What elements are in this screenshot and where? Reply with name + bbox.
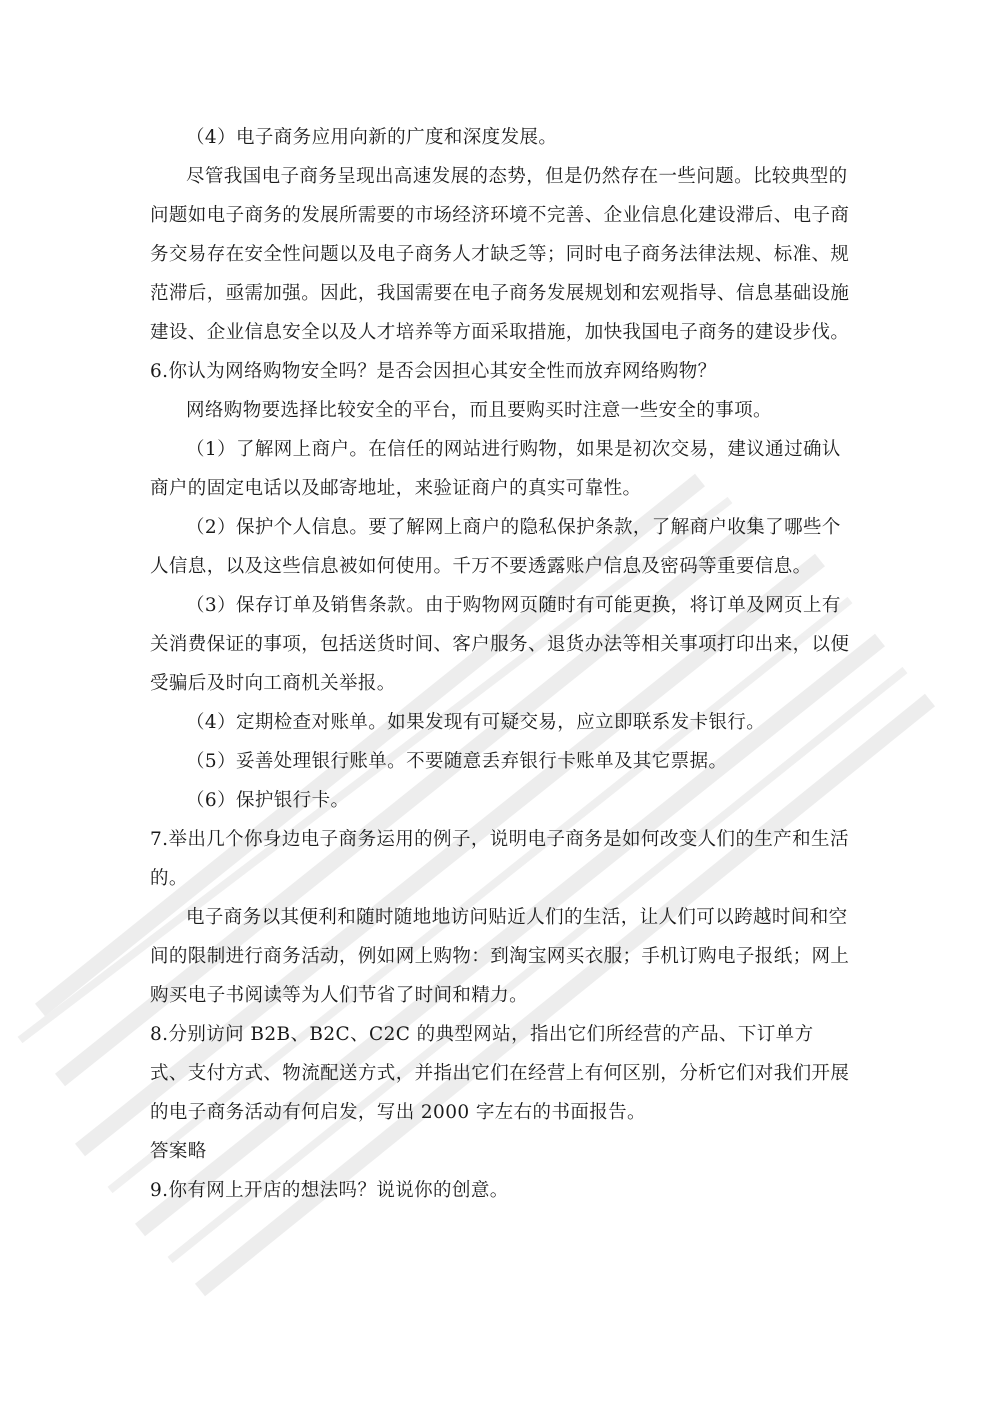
answer-8: 答案略: [150, 1141, 207, 1162]
item-1-merchant: （1）了解网上商户。在信任的网站进行购物，如果是初次交易，建议通过确认商户的固定电话以及邮寄地址，来验证商户的真实可靠性。: [150, 439, 841, 499]
item-4-develop: （4）电子商务应用向新的广度和深度发展。: [186, 127, 558, 148]
paragraph-safe-platform: 网络购物要选择比较安全的平台，而且要购买时注意一些安全的事项。: [186, 400, 772, 421]
question-9: 9.你有网上开店的想法吗？说说你的创意。: [150, 1180, 509, 1201]
document-body: [150, 118, 850, 1210]
question-7: 7.举出几个你身边电子商务运用的例子，说明电子商务是如何改变人们的生产和生活的。: [150, 829, 849, 889]
item-4-check-statement: （4）定期检查对账单。如果发现有可疑交易，应立即联系发卡银行。: [186, 712, 766, 733]
question-8: 8.分别访问 B2B、B2C、C2C 的典型网站，指出它们所经营的产品、下订单方式、支付方式、物流配送方式，并指出它们在经营上有何区别，分析它们对我们开展的电子商务活动有何启发，写出 2000 字左右的书面报告。: [150, 1024, 850, 1123]
item-3-save-order: （3）保存订单及销售条款。由于购物网页随时有可能更换，将订单及网页上有关消费保证的事项，包括送货时间、客户服务、退货办法等相关事项打印出来，以便受骗后及时向工商机关举报。: [150, 595, 850, 694]
item-2-personal-info: （2）保护个人信息。要了解网上商户的隐私保护条款，了解商户收集了哪些个人信息，以及这些信息被如何使用。千万不要透露账户信息及密码等重要信息。: [150, 517, 841, 577]
question-6: 6.你认为网络购物安全吗？是否会因担心其安全性而放弃网络购物？: [150, 361, 717, 382]
paragraph-problems: 尽管我国电子商务呈现出高速发展的态势，但是仍然存在一些问题。比较典型的问题如电子商务的发展所需要的市场经济环境不完善、企业信息化建设滞后、电子商务交易存在安全性问题以及电子商务人才缺乏等；同时电子商务法律法规、标准、规范滞后，亟需加强。因此，我国需要在电子商务发展规划和宏观指导、信息基础设施建设、企业信息安全以及人才培养等方面采取措施，加快我国电子商务的建设步伐。: [150, 166, 850, 343]
item-6-bank-card: （6）保护银行卡。: [186, 790, 350, 811]
paragraph-ecommerce-life: 电子商务以其便利和随时随地地访问贴近人们的生活，让人们可以跨越时间和空间的限制进行商务活动，例如网上购物：到淘宝网买衣服；手机订购电子报纸；网上购买电子书阅读等为人们节省了时间和精力。: [150, 907, 850, 1006]
item-5-bank-statement: （5）妥善处理银行账单。不要随意丢弃银行卡账单及其它票据。: [186, 751, 728, 772]
